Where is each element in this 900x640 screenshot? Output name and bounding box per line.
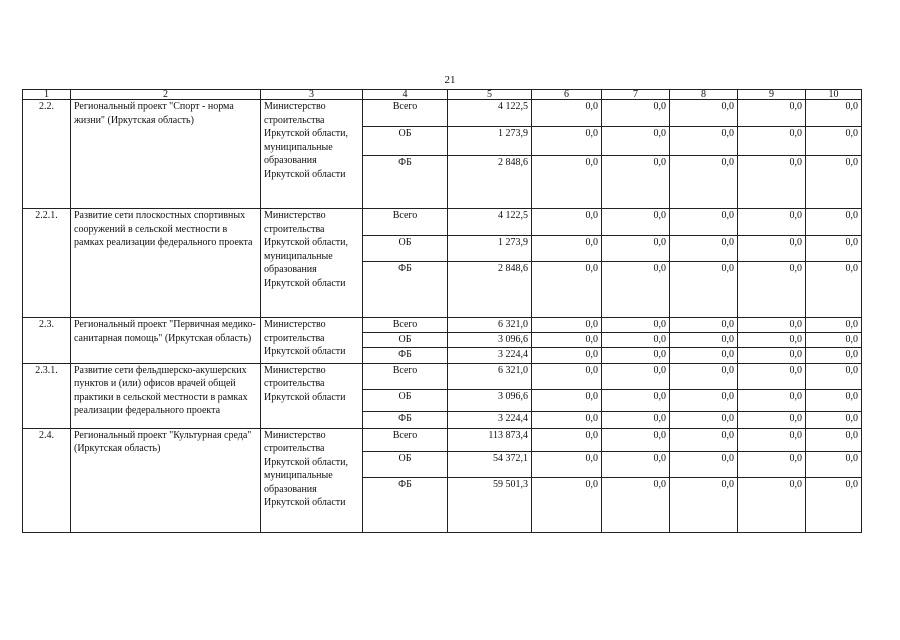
year-amount: 0,0 xyxy=(738,262,806,318)
year-amount: 0,0 xyxy=(532,363,602,389)
year-amount: 0,0 xyxy=(806,411,862,428)
funding-total: 2 848,6 xyxy=(448,262,532,318)
year-amount: 0,0 xyxy=(670,347,738,363)
year-amount: 0,0 xyxy=(806,236,862,262)
item-executor: Министерство строительства Иркутской области, муниципальные образования Иркутской области xyxy=(261,100,363,209)
funding-source: ФБ xyxy=(363,477,448,532)
funding-row xyxy=(23,363,862,389)
item-name: Региональный проект "Культурная среда" (Иркутская область) xyxy=(71,428,261,532)
funding-source: Всего xyxy=(363,209,448,236)
year-amount: 0,0 xyxy=(532,332,602,347)
year-amount: 0,0 xyxy=(738,411,806,428)
year-amount: 0,0 xyxy=(602,156,670,209)
funding-total: 3 224,4 xyxy=(448,411,532,428)
funding-row xyxy=(23,428,862,451)
year-amount: 0,0 xyxy=(806,209,862,236)
year-amount: 0,0 xyxy=(532,100,602,127)
year-amount: 0,0 xyxy=(532,318,602,333)
column-number: 5 xyxy=(448,90,532,100)
item-executor: Министерство строительства Иркутской области xyxy=(261,318,363,364)
year-amount: 0,0 xyxy=(670,209,738,236)
funding-row xyxy=(23,100,862,127)
funding-source: Всего xyxy=(363,363,448,389)
year-amount: 0,0 xyxy=(738,332,806,347)
year-amount: 0,0 xyxy=(670,332,738,347)
year-amount: 0,0 xyxy=(738,347,806,363)
year-amount: 0,0 xyxy=(738,318,806,333)
funding-source: ФБ xyxy=(363,156,448,209)
funding-source: ОБ xyxy=(363,236,448,262)
item-name: Региональный проект "Первичная медико-санитарная помощь" (Иркутская область) xyxy=(71,318,261,364)
year-amount: 0,0 xyxy=(806,318,862,333)
year-amount: 0,0 xyxy=(532,156,602,209)
item-code: 2.4. xyxy=(23,428,71,532)
column-number: 10 xyxy=(806,90,862,100)
year-amount: 0,0 xyxy=(602,209,670,236)
year-amount: 0,0 xyxy=(670,477,738,532)
page-number: 21 xyxy=(444,74,456,86)
funding-source: Всего xyxy=(363,100,448,127)
year-amount: 0,0 xyxy=(602,332,670,347)
year-amount: 0,0 xyxy=(532,451,602,477)
year-amount: 0,0 xyxy=(602,318,670,333)
year-amount: 0,0 xyxy=(806,428,862,451)
year-amount: 0,0 xyxy=(670,411,738,428)
column-number: 4 xyxy=(363,90,448,100)
year-amount: 0,0 xyxy=(602,347,670,363)
year-amount: 0,0 xyxy=(532,209,602,236)
item-code: 2.2.1. xyxy=(23,209,71,318)
funding-total: 54 372,1 xyxy=(448,451,532,477)
year-amount: 0,0 xyxy=(670,156,738,209)
year-amount: 0,0 xyxy=(602,100,670,127)
table-body xyxy=(23,100,862,533)
column-number: 9 xyxy=(738,90,806,100)
item-code: 2.3.1. xyxy=(23,363,71,428)
column-number: 6 xyxy=(532,90,602,100)
funding-row xyxy=(23,209,862,236)
year-amount: 0,0 xyxy=(738,127,806,156)
column-number: 1 xyxy=(23,90,71,100)
year-amount: 0,0 xyxy=(670,127,738,156)
funding-source: ОБ xyxy=(363,451,448,477)
year-amount: 0,0 xyxy=(738,477,806,532)
year-amount: 0,0 xyxy=(738,236,806,262)
item-code: 2.2. xyxy=(23,100,71,209)
funding-total: 59 501,3 xyxy=(448,477,532,532)
item-executor: Министерство строительства Иркутской области xyxy=(261,363,363,428)
year-amount: 0,0 xyxy=(738,451,806,477)
year-amount: 0,0 xyxy=(602,428,670,451)
year-amount: 0,0 xyxy=(532,127,602,156)
column-number: 7 xyxy=(602,90,670,100)
year-amount: 0,0 xyxy=(738,156,806,209)
year-amount: 0,0 xyxy=(670,428,738,451)
year-amount: 0,0 xyxy=(806,127,862,156)
year-amount: 0,0 xyxy=(670,389,738,411)
year-amount: 0,0 xyxy=(602,262,670,318)
item-code: 2.3. xyxy=(23,318,71,364)
funding-total: 2 848,6 xyxy=(448,156,532,209)
year-amount: 0,0 xyxy=(670,262,738,318)
funding-source: ФБ xyxy=(363,347,448,363)
funding-source: ОБ xyxy=(363,389,448,411)
year-amount: 0,0 xyxy=(806,262,862,318)
item-name: Региональный проект "Спорт - норма жизни" (Иркутская область) xyxy=(71,100,261,209)
funding-source: ОБ xyxy=(363,127,448,156)
year-amount: 0,0 xyxy=(806,389,862,411)
year-amount: 0,0 xyxy=(602,127,670,156)
funding-source: Всего xyxy=(363,428,448,451)
funding-source: ФБ xyxy=(363,411,448,428)
funding-total: 1 273,9 xyxy=(448,236,532,262)
funding-total: 4 122,5 xyxy=(448,209,532,236)
year-amount: 0,0 xyxy=(670,100,738,127)
year-amount: 0,0 xyxy=(602,451,670,477)
year-amount: 0,0 xyxy=(532,236,602,262)
year-amount: 0,0 xyxy=(806,156,862,209)
funding-total: 3 096,6 xyxy=(448,332,532,347)
year-amount: 0,0 xyxy=(532,262,602,318)
year-amount: 0,0 xyxy=(602,389,670,411)
year-amount: 0,0 xyxy=(670,236,738,262)
year-amount: 0,0 xyxy=(602,477,670,532)
year-amount: 0,0 xyxy=(738,209,806,236)
funding-source: ОБ xyxy=(363,332,448,347)
funding-total: 113 873,4 xyxy=(448,428,532,451)
funding-total: 3 224,4 xyxy=(448,347,532,363)
year-amount: 0,0 xyxy=(532,428,602,451)
year-amount: 0,0 xyxy=(806,363,862,389)
funding-total: 3 096,6 xyxy=(448,389,532,411)
year-amount: 0,0 xyxy=(738,100,806,127)
item-executor: Министерство строительства Иркутской области, муниципальные образования Иркутской области xyxy=(261,209,363,318)
item-executor: Министерство строительства Иркутской области, муниципальные образования Иркутской области xyxy=(261,428,363,532)
item-name: Развитие сети фельдшерско-акушерских пунктов и (или) офисов врачей общей практики в сельской местности в рамках реализации федерального проекта xyxy=(71,363,261,428)
year-amount: 0,0 xyxy=(670,451,738,477)
column-number: 8 xyxy=(670,90,738,100)
year-amount: 0,0 xyxy=(806,332,862,347)
year-amount: 0,0 xyxy=(602,363,670,389)
funding-total: 6 321,0 xyxy=(448,363,532,389)
year-amount: 0,0 xyxy=(532,411,602,428)
year-amount: 0,0 xyxy=(602,411,670,428)
column-number-row xyxy=(23,90,862,100)
year-amount: 0,0 xyxy=(738,363,806,389)
funding-source: Всего xyxy=(363,318,448,333)
year-amount: 0,0 xyxy=(532,347,602,363)
year-amount: 0,0 xyxy=(602,236,670,262)
funding-total: 4 122,5 xyxy=(448,100,532,127)
year-amount: 0,0 xyxy=(806,477,862,532)
funding-total: 6 321,0 xyxy=(448,318,532,333)
year-amount: 0,0 xyxy=(532,477,602,532)
budget-table xyxy=(22,89,862,533)
column-number: 2 xyxy=(71,90,261,100)
item-name: Развитие сети плоскостных спортивных сооружений в сельской местности в рамках реализации федерального проекта xyxy=(71,209,261,318)
funding-source: ФБ xyxy=(363,262,448,318)
year-amount: 0,0 xyxy=(738,428,806,451)
year-amount: 0,0 xyxy=(670,318,738,333)
year-amount: 0,0 xyxy=(738,389,806,411)
year-amount: 0,0 xyxy=(806,100,862,127)
column-number: 3 xyxy=(261,90,363,100)
year-amount: 0,0 xyxy=(806,347,862,363)
funding-total: 1 273,9 xyxy=(448,127,532,156)
year-amount: 0,0 xyxy=(806,451,862,477)
year-amount: 0,0 xyxy=(532,389,602,411)
funding-row xyxy=(23,318,862,333)
year-amount: 0,0 xyxy=(670,363,738,389)
